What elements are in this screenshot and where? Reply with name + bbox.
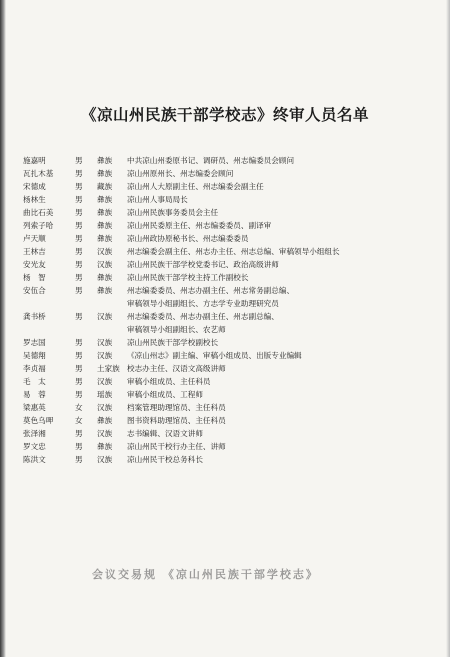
roster-row	[23, 440, 443, 453]
person-position	[127, 245, 443, 258]
roster-row	[23, 414, 443, 427]
person-position	[127, 362, 443, 375]
person-ethnicity: 土家族	[97, 364, 120, 373]
person-position	[127, 453, 443, 466]
person-gender: 女	[75, 416, 83, 425]
position-line: 审稿小组成员、工程师	[127, 390, 203, 399]
person-position	[127, 284, 443, 310]
person-position	[127, 206, 443, 219]
person-name: 王林吉	[23, 247, 46, 256]
person-gender: 男	[75, 221, 83, 230]
person-ethnicity: 汉族	[97, 338, 113, 347]
person-gender: 男	[75, 260, 83, 269]
position-line: 凉山州民族干部学校党委书记、政治高级讲师	[127, 260, 279, 269]
roster-row	[23, 349, 443, 362]
person-ethnicity: 汉族	[97, 403, 113, 412]
document-title: 《凉山州民族干部学校志》终审人员名单	[80, 105, 369, 124]
person-ethnicity: 汉族	[97, 377, 113, 386]
person-ethnicity: 彝族	[97, 208, 113, 217]
person-position	[127, 258, 443, 271]
roster-row	[23, 232, 443, 245]
person-name: 龚书桥	[23, 312, 46, 321]
person-name: 卢天顺	[23, 234, 46, 243]
person-position	[127, 414, 443, 427]
person-name: 瓦扎木基	[23, 169, 54, 178]
person-ethnicity: 彝族	[97, 195, 113, 204]
position-line: 凉山州民族事务委员会主任	[127, 208, 219, 217]
position-line: 凉山州人事局局长	[127, 195, 188, 204]
person-position	[127, 154, 443, 167]
position-line: 审稿领导小组副组长、方志学专业助理研究员	[127, 299, 279, 308]
person-gender: 男	[75, 364, 83, 373]
position-line: 校志办主任、汉语文高级讲师	[127, 364, 226, 373]
roster-row	[23, 453, 443, 466]
position-line: 图书资料助理馆员、主任科员	[127, 416, 226, 425]
position-line: 州志编委委员、州志办副主任、州志常务副总编、	[127, 286, 295, 295]
page-left-edge-shadow	[0, 0, 6, 657]
person-name: 杨林生	[23, 195, 46, 204]
person-name: 宋德成	[23, 182, 46, 191]
person-name: 梁惠英	[23, 403, 46, 412]
person-gender: 男	[75, 208, 83, 217]
person-gender: 男	[75, 351, 83, 360]
person-position	[127, 271, 443, 284]
position-line: 凉山州民干校行办主任、讲师	[127, 442, 226, 451]
person-position	[127, 427, 443, 440]
person-ethnicity: 彝族	[97, 169, 113, 178]
roster-row	[23, 375, 443, 388]
person-ethnicity: 汉族	[97, 260, 113, 269]
person-name: 施嘉明	[23, 156, 46, 165]
person-position	[127, 440, 443, 453]
roster-row	[23, 193, 443, 206]
position-line: 凉山州民族干部学校主持工作副校长	[127, 273, 249, 282]
person-name: 张泽湘	[23, 429, 46, 438]
person-ethnicity: 彝族	[97, 273, 113, 282]
person-name: 列索子哈	[23, 221, 54, 230]
person-gender: 男	[75, 312, 83, 321]
person-gender: 女	[75, 403, 83, 412]
person-ethnicity: 彝族	[97, 234, 113, 243]
person-gender: 男	[75, 182, 83, 191]
position-line: 州志编委委员、州志办副主任、州志副总编、	[127, 312, 279, 321]
roster-row	[23, 258, 443, 271]
roster-row	[23, 427, 443, 440]
person-name: 毛 太	[23, 377, 46, 386]
person-position	[127, 167, 443, 180]
roster-row	[23, 167, 443, 180]
position-line: 凉山州人大原副主任、州志编委会副主任	[127, 182, 264, 191]
roster-row	[23, 180, 443, 193]
person-name: 李贞福	[23, 364, 46, 373]
person-position	[127, 401, 443, 414]
roster-row	[23, 271, 443, 284]
page-right-edge-shadow	[446, 0, 450, 657]
person-ethnicity: 彝族	[97, 416, 113, 425]
person-position	[127, 219, 443, 232]
position-line: 州志编委会副主任、州志办主任、州志总编、审稿领导小组组长	[127, 247, 340, 256]
position-line: 凉山州民干校总务科长	[127, 455, 203, 464]
position-line: 《凉山州志》副主编、审稿小组成员、出版专业编辑	[127, 351, 302, 360]
person-gender: 男	[75, 247, 83, 256]
roster-row	[23, 284, 443, 310]
person-ethnicity: 汉族	[97, 429, 113, 438]
person-gender: 男	[75, 273, 83, 282]
person-gender: 男	[75, 338, 83, 347]
person-gender: 男	[75, 156, 83, 165]
person-ethnicity: 汉族	[97, 351, 113, 360]
person-ethnicity: 彝族	[97, 442, 113, 451]
person-gender: 男	[75, 195, 83, 204]
person-gender: 男	[75, 286, 83, 295]
person-position	[127, 349, 443, 362]
person-gender: 男	[75, 429, 83, 438]
person-ethnicity: 瑶族	[97, 390, 113, 399]
position-line: 审稿领导小组副组长、农艺师	[127, 325, 226, 334]
person-gender: 男	[75, 390, 83, 399]
person-ethnicity: 彝族	[97, 286, 113, 295]
person-ethnicity: 汉族	[97, 312, 113, 321]
position-line: 凉山州原州长、州志编委会顾问	[127, 169, 234, 178]
person-ethnicity: 藏族	[97, 182, 113, 191]
person-name: 吴德翔	[23, 351, 46, 360]
person-name: 罗文忠	[23, 442, 46, 451]
person-gender: 男	[75, 169, 83, 178]
person-ethnicity: 彝族	[97, 156, 113, 165]
person-ethnicity: 彝族	[97, 221, 113, 230]
person-name: 罗志国	[23, 338, 46, 347]
position-line: 凉山州民委原主任、州志编委委员、副译审	[127, 221, 272, 230]
roster-row	[23, 336, 443, 349]
position-line: 档案管理助理馆员、主任科员	[127, 403, 226, 412]
position-line: 志书编辑、汉语文讲师	[127, 429, 203, 438]
roster-row	[23, 154, 443, 167]
position-line: 凉山州政协原秘书长、州志编委委员	[127, 234, 249, 243]
roster-row	[23, 310, 443, 336]
person-position	[127, 310, 443, 336]
roster-row	[23, 362, 443, 375]
person-name: 安伍合	[23, 286, 46, 295]
person-name: 安光友	[23, 260, 46, 269]
person-gender: 男	[75, 442, 83, 451]
person-ethnicity: 汉族	[97, 455, 113, 464]
roster-row	[23, 206, 443, 219]
roster-row	[23, 219, 443, 232]
roster-row	[23, 245, 443, 258]
person-ethnicity: 汉族	[97, 247, 113, 256]
person-position	[127, 388, 443, 401]
person-position	[127, 180, 443, 193]
person-position	[127, 232, 443, 245]
person-position	[127, 375, 443, 388]
roster-row	[23, 401, 443, 414]
position-line: 凉山州民族干部学校副校长	[127, 338, 219, 347]
person-position	[127, 336, 443, 349]
person-gender: 男	[75, 377, 83, 386]
roster-list	[23, 154, 443, 466]
person-gender: 男	[75, 234, 83, 243]
person-name: 曲比石美	[23, 208, 54, 217]
person-name: 陈洪文	[23, 455, 46, 464]
footer-stamp: 会议交易规 《凉山州民族干部学校志》	[92, 568, 319, 581]
roster-row	[23, 388, 443, 401]
person-name: 杨 智	[23, 273, 46, 282]
person-gender: 男	[75, 455, 83, 464]
position-line: 审稿小组成员、主任科员	[127, 377, 211, 386]
person-name: 莫色乌呷	[23, 416, 54, 425]
person-position	[127, 193, 443, 206]
position-line: 中共凉山州委原书记、调研员、州志编委员会顾问	[127, 156, 295, 165]
person-name: 易 蓉	[23, 390, 46, 399]
